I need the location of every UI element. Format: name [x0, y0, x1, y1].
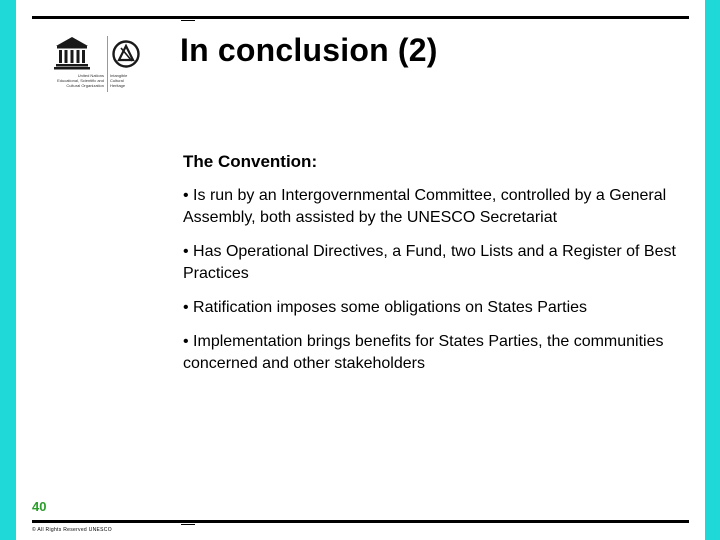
unesco-temple-icon — [54, 36, 90, 70]
intangible-heritage-icon — [112, 39, 140, 69]
slide — [16, 0, 705, 540]
unesco-ich-logo — [30, 36, 140, 96]
bullet-item: • Is run by an Intergovernmental Committee, controlled by a General Assembly, both assisted by the UNESCO Secretariat — [183, 187, 667, 226]
bullet-item: • Has Operational Directives, a Fund, two Lists and a Register of Best Practices — [183, 243, 676, 282]
top-left-rule — [32, 16, 179, 19]
copyright-notice: © All Rights Reserved UNESCO — [32, 527, 112, 533]
heritage-logo-text: Intangible Cultural Heritage — [110, 73, 128, 88]
bullet-item: • Ratification imposes some obligations on States Parties — [183, 299, 588, 316]
page-number: 40 — [32, 499, 47, 514]
logo-divider — [107, 36, 108, 92]
bottom-right-rule — [179, 520, 689, 523]
top-right-rule — [179, 16, 689, 19]
unesco-logo-text: United Nations Educational, Scientific and Cultural Organization — [57, 73, 104, 88]
content-heading: The Convention: — [183, 152, 318, 171]
slide-title: In conclusion (2) — [180, 32, 438, 68]
bottom-tick-divider — [181, 524, 195, 525]
top-tick-divider — [181, 20, 195, 21]
bottom-left-rule — [32, 520, 179, 523]
bullet-item: • Implementation brings benefits for States Parties, the communities concerned and other stakeholders — [183, 333, 664, 372]
slide-content — [183, 151, 693, 387]
